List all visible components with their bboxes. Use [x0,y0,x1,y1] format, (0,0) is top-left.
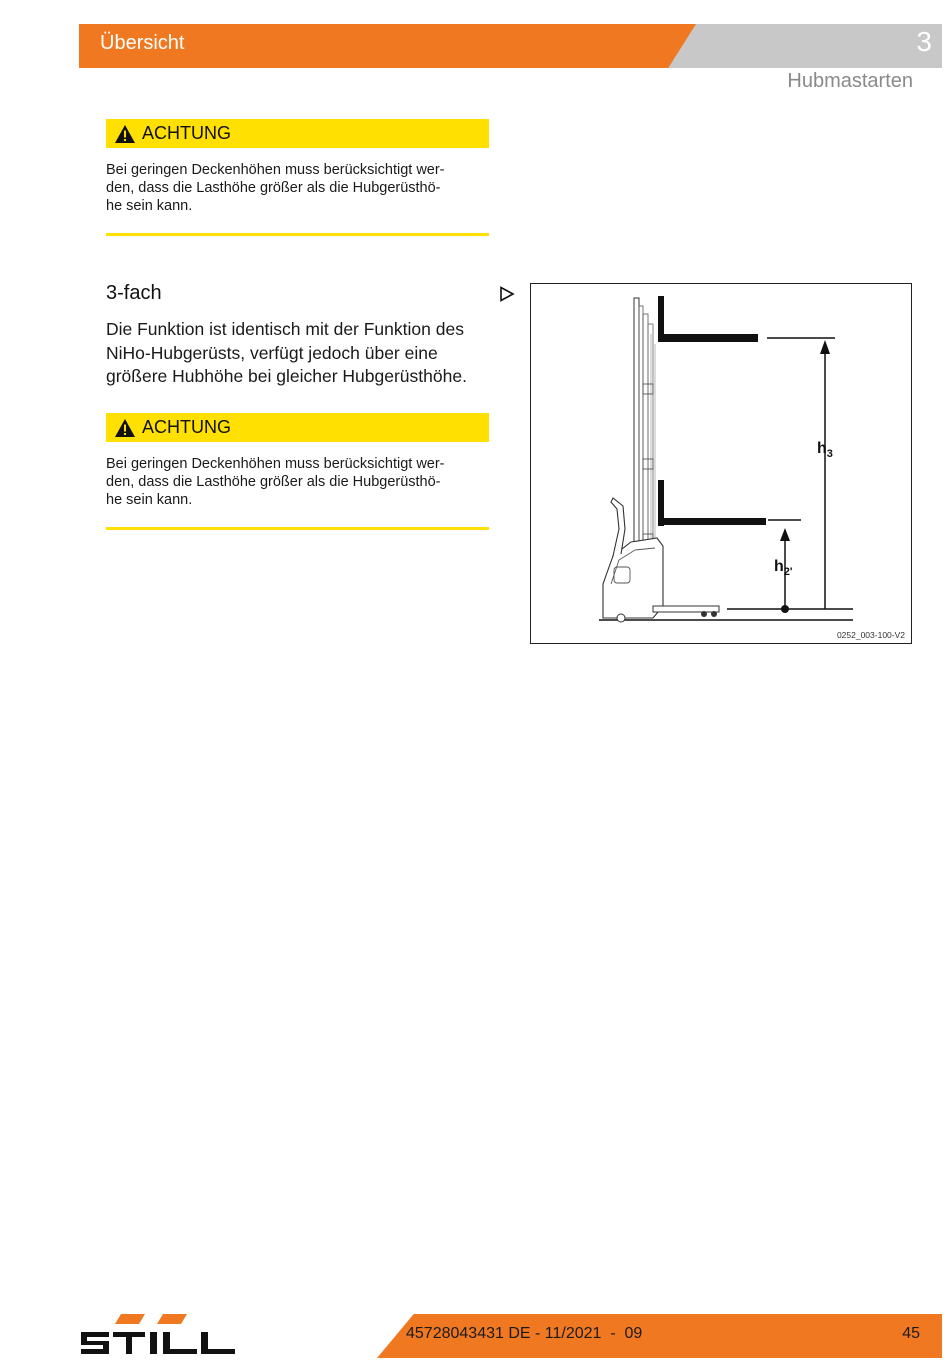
warning-text [106,161,496,215]
section-body-line: NiHo-Hubgerüsts, verfügt jedoch über eine [106,342,438,363]
dimension-label-h2-sub: 2' [783,566,793,578]
warning-banner [106,119,489,148]
warning-text-line: he sein kann. [106,198,193,214]
dimension-label-h3-base: h [817,440,827,457]
document-number: 45728043431 DE - 11/2021 - 09 [406,1325,643,1342]
warning-label: ACHTUNG [142,417,231,437]
warning-divider [106,527,489,530]
mast-diagram [530,283,912,644]
warning-text [106,455,496,509]
still-logo [79,1312,237,1358]
dimension-label-h2-base: h [774,558,784,575]
warning-label: ACHTUNG [142,123,231,143]
dimension-label-h2 [774,558,793,578]
section-body [106,318,506,389]
page-number: 45 [902,1325,920,1342]
figure-caption: 0252_003-100-V2 [836,630,905,640]
section-body-line: Die Funktion ist identisch mit der Funktion des [106,319,464,339]
warning-text-line: he sein kann. [106,492,193,508]
section-heading: 3-fach [106,282,162,304]
warning-text-line: den, dass die Lasthöhe größer als die Hubgerüsthö- [106,180,441,196]
warning-divider [106,233,489,236]
warning-text-line: Bei geringen Deckenhöhen muss berücksichtigt wer- [106,456,445,472]
warning-triangle-icon [114,124,136,144]
page-subtitle: Hubmastarten [787,70,913,92]
stacker-illustration [531,284,913,645]
dimension-label-h3 [817,440,833,460]
triangle-right-outline-icon [499,286,515,302]
warning-text-line: den, dass die Lasthöhe größer als die Hubgerüsthö- [106,474,441,490]
section-body-line: größere Hubhöhe bei gleicher Hubgerüsthöhe. [106,366,467,386]
warning-triangle-icon [114,418,136,438]
dimension-label-h3-sub: 3 [826,448,833,460]
warning-banner [106,413,489,442]
warning-text-line: Bei geringen Deckenhöhen muss berücksichtigt wer- [106,162,445,178]
page-title: Übersicht [100,32,185,54]
chapter-number: 3 [916,26,932,57]
